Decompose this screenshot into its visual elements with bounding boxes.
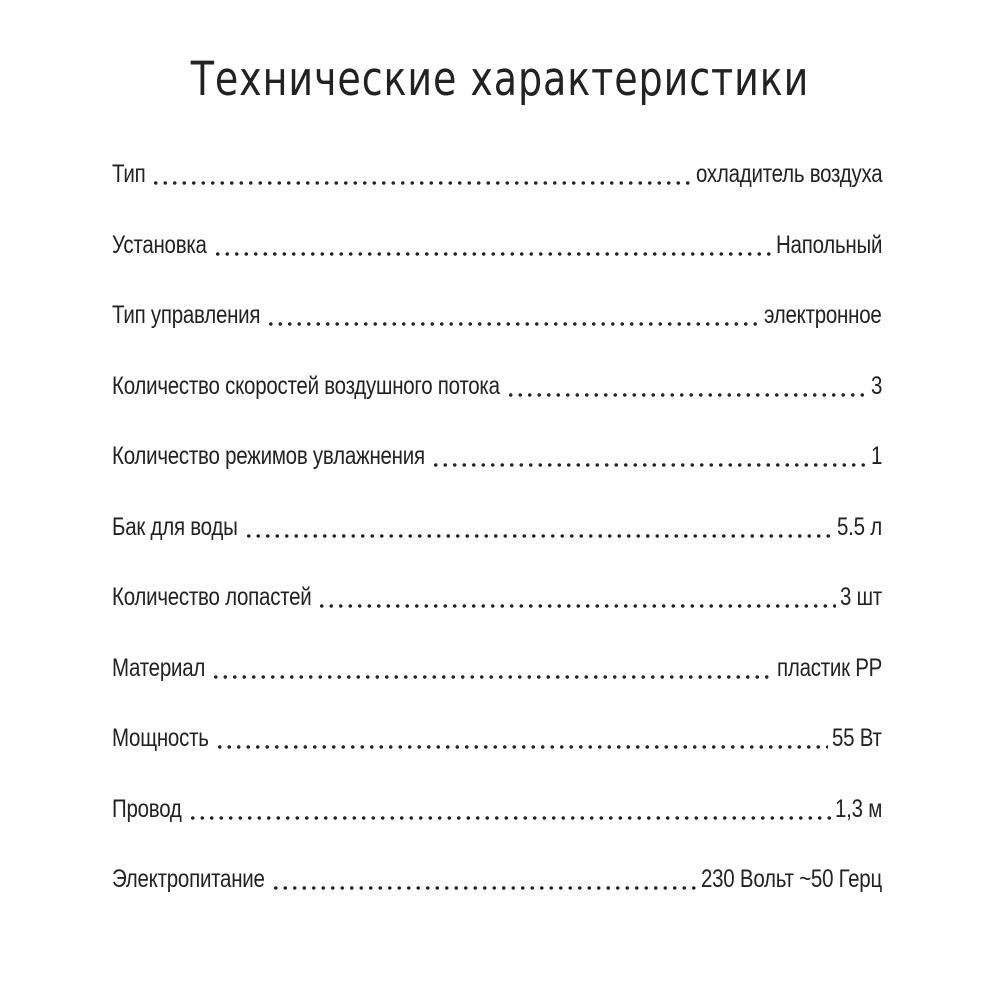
spec-row-control-type xyxy=(112,291,882,335)
dot-leader xyxy=(215,745,829,749)
spec-value: 55 Вт xyxy=(832,724,882,752)
spec-row-airflow-speeds xyxy=(112,362,882,406)
spec-label: Мощность xyxy=(112,724,209,752)
spec-row-power-supply xyxy=(112,855,882,899)
spec-value: 230 Вольт ~50 Герц xyxy=(701,865,882,893)
dot-leader xyxy=(431,463,867,467)
spec-row-humidify-modes xyxy=(112,432,882,476)
spec-row-blades xyxy=(112,573,882,617)
spec-value: 1,3 м xyxy=(834,794,882,823)
spec-value: 1 xyxy=(870,442,882,470)
spec-label: Количество режимов увлажнения xyxy=(112,442,425,470)
spec-label: Количество лопастей xyxy=(112,583,312,611)
spec-label: Бак для воды xyxy=(112,512,238,541)
spec-label: Установка xyxy=(112,230,207,259)
dot-leader xyxy=(151,181,691,185)
spec-label: Материал xyxy=(112,653,206,682)
dot-leader xyxy=(271,886,697,890)
spec-value: 3 шт xyxy=(840,583,882,611)
spec-value: пластик PP xyxy=(776,653,882,682)
spec-row-water-tank xyxy=(112,503,882,547)
dot-leader xyxy=(244,534,833,538)
dot-leader xyxy=(188,816,831,820)
dot-leader xyxy=(211,675,773,679)
spec-label: Тип управления xyxy=(112,301,261,329)
spec-value: 5.5 л xyxy=(837,512,882,541)
page-title: Технические характеристики xyxy=(190,52,810,107)
dot-leader xyxy=(317,604,836,608)
spec-label: Провод xyxy=(112,794,182,823)
spec-value: Напольный xyxy=(775,230,882,259)
spec-label: Тип xyxy=(112,160,146,188)
spec-row-installation xyxy=(112,221,882,265)
spec-row-power xyxy=(112,714,882,758)
dot-leader xyxy=(213,252,772,256)
spec-value: охладитель воздуха xyxy=(695,160,882,188)
dot-leader xyxy=(266,322,760,326)
spec-list xyxy=(112,150,882,926)
spec-row-material xyxy=(112,644,882,688)
dot-leader xyxy=(506,393,867,397)
spec-value: 3 xyxy=(870,371,882,400)
spec-row-type xyxy=(112,150,882,194)
spec-value: электронное xyxy=(764,301,882,329)
spec-label: Электропитание xyxy=(112,865,265,893)
spec-row-cord xyxy=(112,785,882,829)
spec-label: Количество скоростей воздушного потока xyxy=(112,371,500,400)
